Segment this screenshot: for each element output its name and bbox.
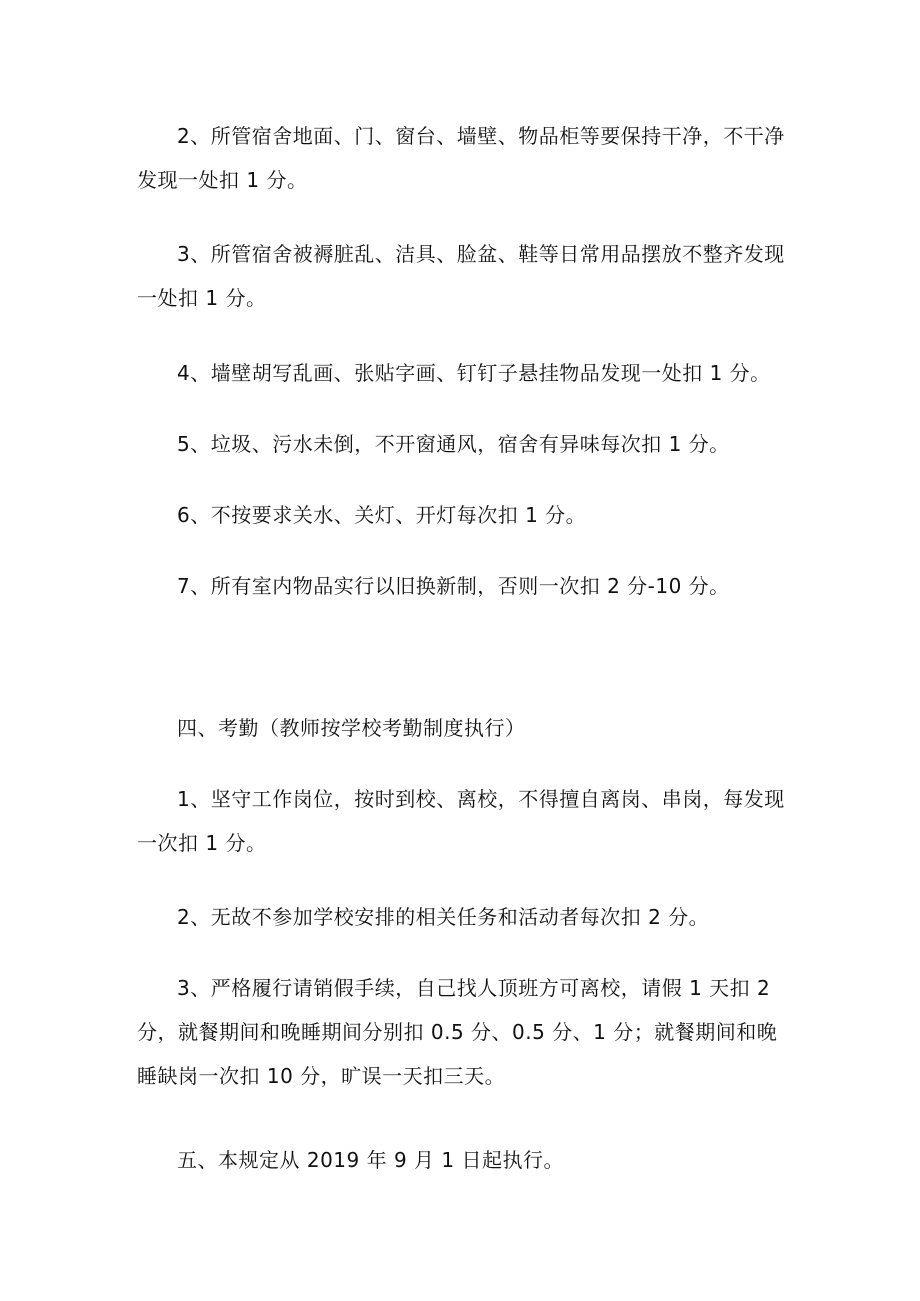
rule-paragraph-2: 2、所管宿舍地面、门、窗台、墙壁、物品柜等要保持干净，不干净发现一处扣 1 分。 bbox=[137, 124, 785, 192]
section-heading-attendance: 四、考勤（教师按学校考勤制度执行） bbox=[177, 716, 526, 740]
attendance-paragraph-1: 1、坚守工作岗位，按时到校、离校，不得擅自离岗、串岗，每发现一次扣 1 分。 bbox=[137, 787, 785, 855]
rule-paragraph-6: 6、不按要求关水、关灯、开灯每次扣 1 分。 bbox=[177, 503, 587, 527]
rule-paragraph-7: 7、所有室内物品实行以旧换新制，否则一次扣 2 分-10 分。 bbox=[177, 574, 730, 598]
attendance-paragraph-3: 3、严格履行请销假手续，自己找人顶班方可离校，请假 1 天扣 2 分，就餐期间和晚睡期间分别扣 0.5 分、0.5 分、1 分；就餐期间和晚睡缺岗一次扣 10 分，旷误一天扣三天。 bbox=[137, 976, 778, 1088]
rule-paragraph-5: 5、垃圾、污水未倒，不开窗通风，宿舍有异味每次扣 1 分。 bbox=[177, 432, 730, 456]
section-heading-effective-date: 五、本规定从 2019 年 9 月 1 日起执行。 bbox=[177, 1148, 564, 1172]
rule-paragraph-3: 3、所管宿舍被褥脏乱、洁具、脸盆、鞋等日常用品摆放不整齐发现一处扣 1 分。 bbox=[137, 242, 785, 310]
rule-paragraph-4: 4、墙壁胡写乱画、张贴字画、钉钉子悬挂物品发现一处扣 1 分。 bbox=[177, 361, 771, 385]
attendance-paragraph-2: 2、无故不参加学校安排的相关任务和活动者每次扣 2 分。 bbox=[177, 905, 710, 929]
